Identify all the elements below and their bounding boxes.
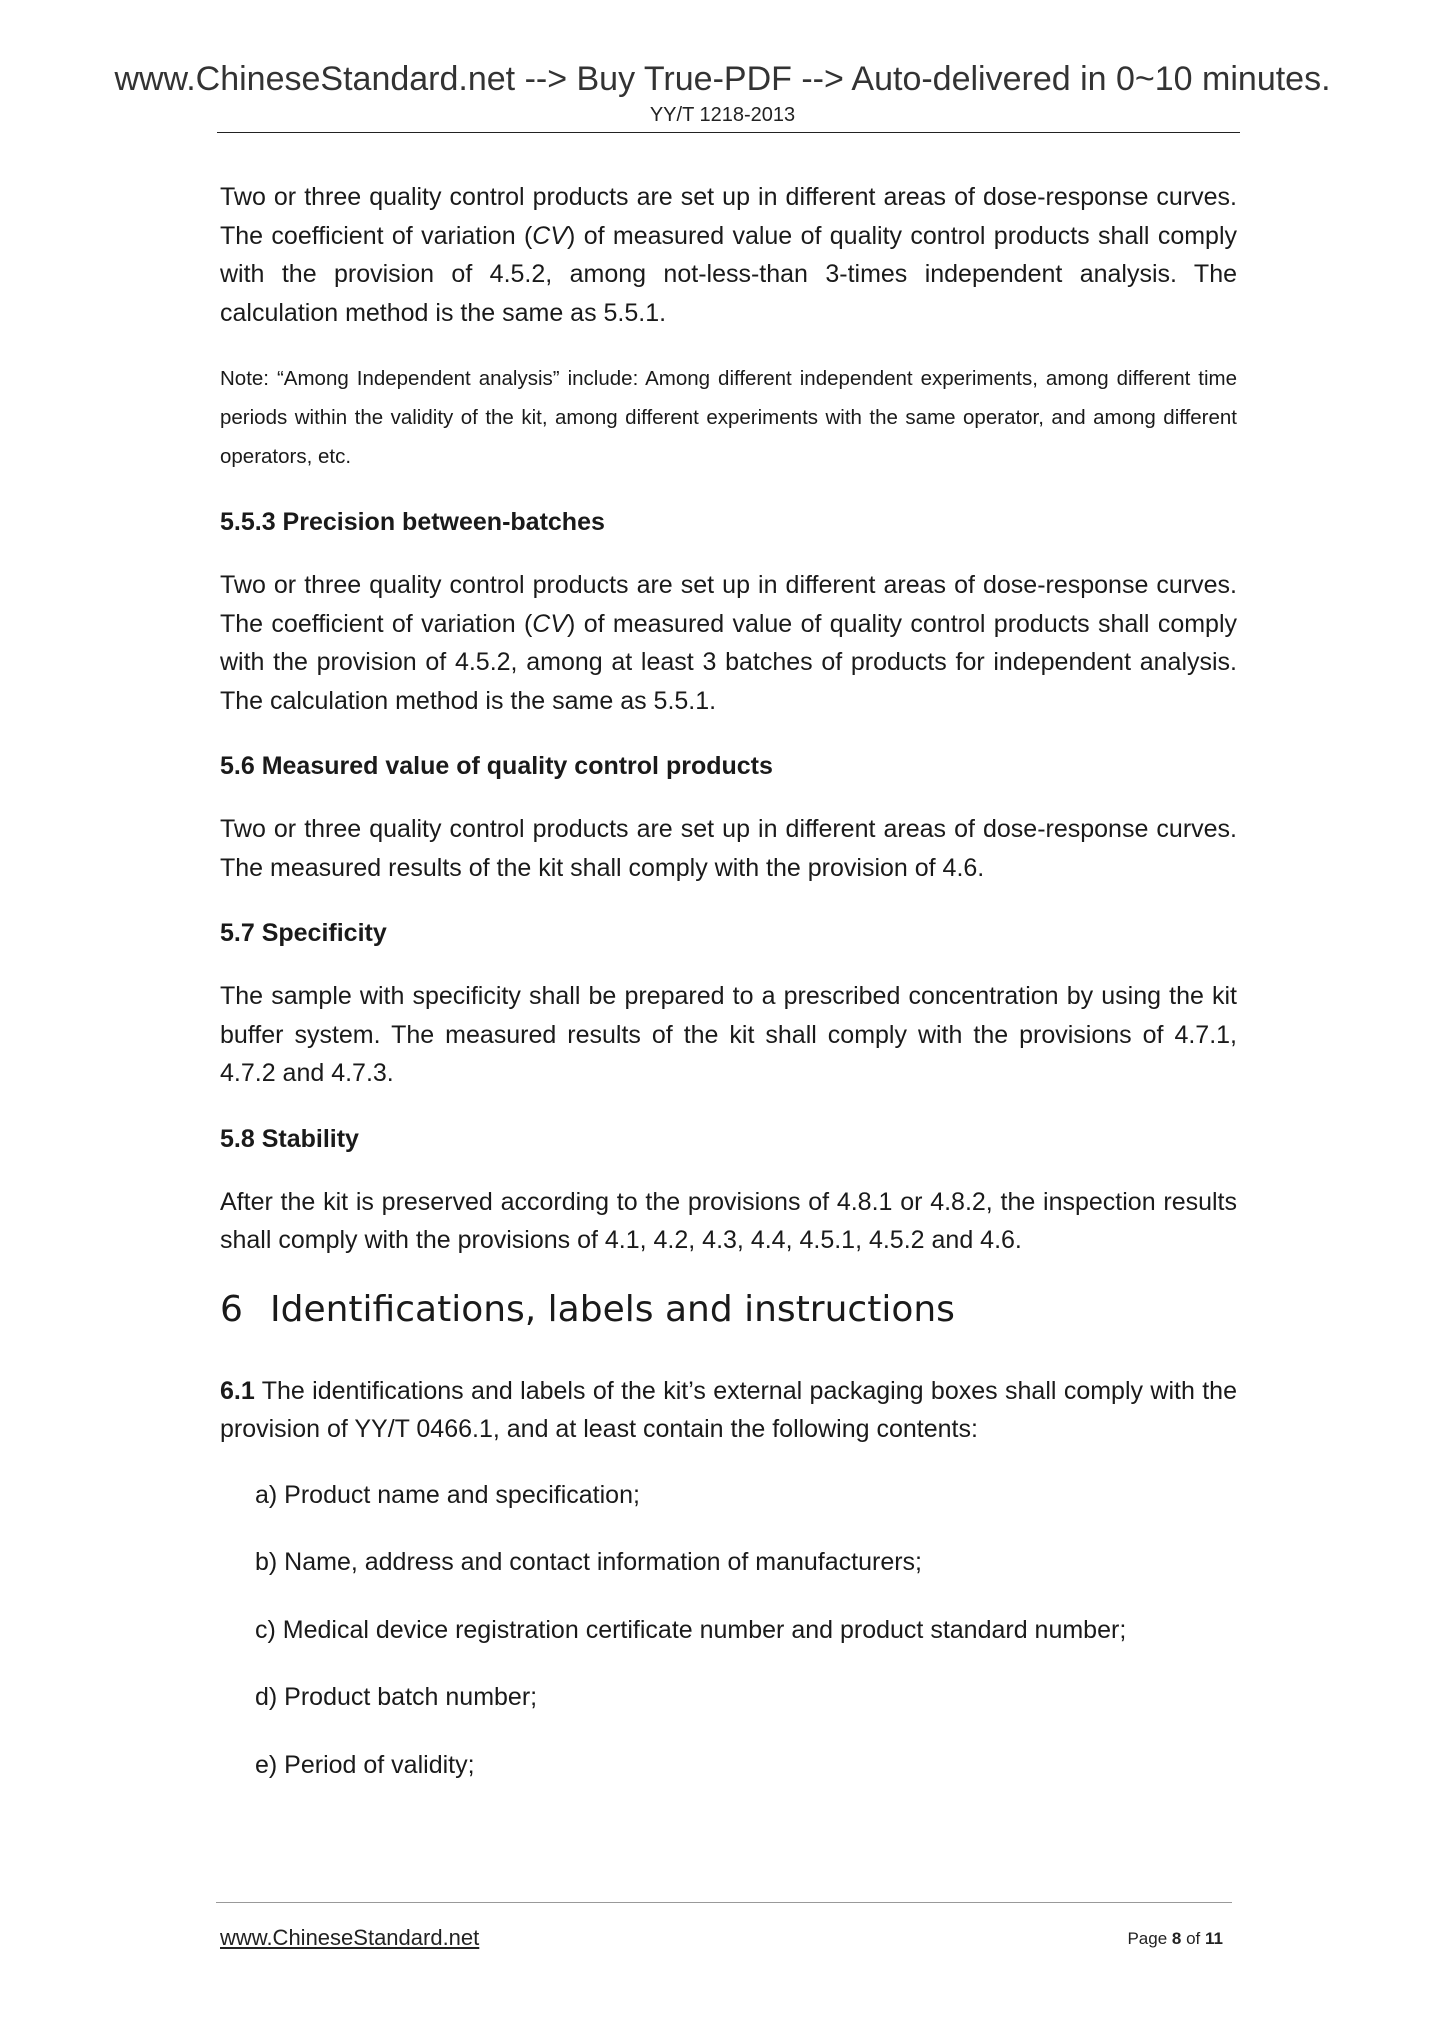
section-title: Identifications, labels and instructions xyxy=(270,1288,955,1330)
paragraph-text: The identifications and labels of the kit’s external packaging boxes shall comply with the provision of YY/T 0466.1, and at least contain the following contents: xyxy=(220,1376,1237,1443)
standard-number: YY/T 1218-2013 xyxy=(649,104,796,126)
list-item: e) Period of validity; xyxy=(255,1750,475,1779)
heading-5-5-3: 5.5.3 Precision between-batches xyxy=(220,508,605,536)
page-indicator xyxy=(1127,1929,1223,1949)
paragraph-text: ) of measured value of quality control products shall comply with the provision of 4.5.2, among not-less-than 3-times independent analysis. The calculation method is the same as 5.5.1. xyxy=(220,221,1238,327)
paragraph-stability: After the kit is preserved according to the provisions of 4.8.1 or 4.8.2, the inspection results shall comply with the provisions of 4.1, 4.2, 4.3, 4.4, 4.5.1, 4.5.2 and 4.6. xyxy=(220,1187,1237,1254)
list-item: a) Product name and specification; xyxy=(255,1480,640,1509)
heading-section-6 xyxy=(220,1287,1237,1333)
list-item: b) Name, address and contact information of manufacturers; xyxy=(255,1548,922,1576)
header-rule xyxy=(217,132,1240,133)
paragraph-text: ) of measured value of quality control products shall comply with the provision of 4.5.2, among at least 3 batches of products for independent analysis. The calculation method is the same as 5.5.1. xyxy=(220,609,1238,715)
page-total: 11 xyxy=(1205,1929,1223,1948)
top-banner: www.ChineseStandard.net --> Buy True-PDF --> Auto-delivered in 0~10 minutes. xyxy=(114,60,1331,98)
note-paragraph: Note: “Among Independent analysis” include: Among different independent experiments, among different time periods within the validity of the kit, among different experiments with the same operator, and among different operators, etc. xyxy=(220,367,1237,468)
paragraph-specificity: The sample with specificity shall be prepared to a prescribed concentration by using the kit buffer system. The measured results of the kit shall comply with the provisions of 4.7.1, 4.7.2 and 4.7.3. xyxy=(220,982,1237,1087)
clause-number: 6.1 xyxy=(220,1376,255,1405)
list-item: c) Medical device registration certificate number and product standard number; xyxy=(255,1615,1127,1644)
heading-5-8: 5.8 Stability xyxy=(220,1124,359,1153)
page-current: 8 xyxy=(1171,1929,1182,1948)
page-of: of xyxy=(1186,1929,1201,1948)
cv-italic: CV xyxy=(532,221,568,250)
list-item: d) Product batch number; xyxy=(255,1683,538,1711)
paragraph-text: Two or three quality control products are set up in different areas of dose-response curves. The coefficient of variation ( xyxy=(220,571,1237,638)
heading-5-7: 5.7 Specificity xyxy=(220,919,387,947)
footer-site-link[interactable]: www.ChineseStandard.net xyxy=(220,1925,480,1950)
paragraph-6-1 xyxy=(220,1372,1237,1449)
paragraph-cv-between-runs xyxy=(220,178,1237,332)
section-number: 6 xyxy=(220,1288,243,1330)
page-label: Page xyxy=(1127,1929,1168,1948)
paragraph-qc-measured: Two or three quality control products are set up in different areas of dose-response curves. The measured results of the kit shall comply with the provision of 4.6. xyxy=(220,815,1237,882)
paragraph-text: Two or three quality control products are set up in different areas of dose-response curves. The coefficient of variation ( xyxy=(220,183,1237,250)
cv-italic: CV xyxy=(532,609,568,638)
heading-5-6: 5.6 Measured value of quality control products xyxy=(220,752,773,780)
paragraph-cv-between-batches xyxy=(220,566,1237,720)
footer-rule xyxy=(216,1902,1232,1903)
document-body xyxy=(220,178,1237,1813)
